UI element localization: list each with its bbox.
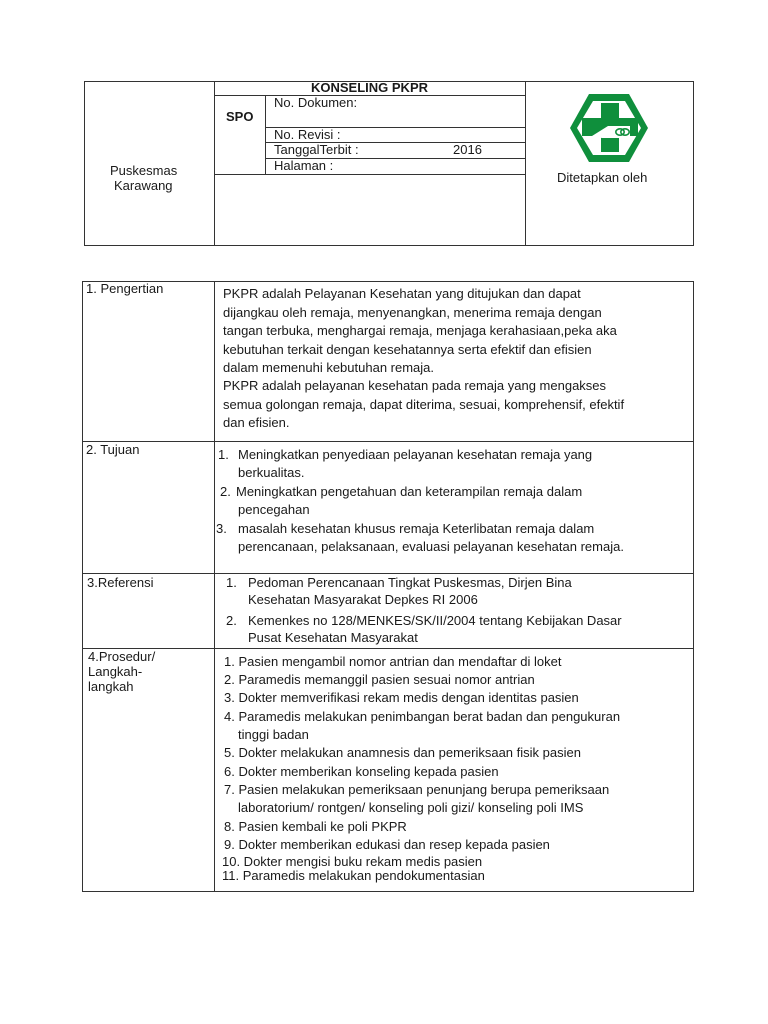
document-title: KONSELING PKPR bbox=[310, 80, 428, 95]
prosedur-step: 6. Dokter memberikan konseling kepada pasien bbox=[224, 764, 499, 779]
institution-name-line2: Karawang bbox=[114, 178, 173, 193]
referensi-item-text: Pusat Kesehatan Masyarakat bbox=[248, 630, 418, 645]
tujuan-label: 2. Tujuan bbox=[86, 442, 140, 457]
puskesmas-logo-icon bbox=[568, 92, 650, 164]
referensi-item-text: Kemenkes no 128/MENKES/SK/II/2004 tentang Kebijakan Dasar bbox=[248, 613, 622, 628]
no-revisi-label: No. Revisi : bbox=[274, 127, 341, 142]
tujuan-item-text: Meningkatkan penyediaan pelayanan kesehatan remaja yang bbox=[238, 447, 593, 462]
meta-bottom-line bbox=[214, 174, 525, 175]
prosedur-step: 7. Pasien melakukan pemeriksaan penunjang berupa pemeriksaan bbox=[224, 782, 610, 797]
prosedur-step: 11. Paramedis melakukan pendokumentasian bbox=[222, 868, 485, 883]
referensi-item-text: Kesehatan Masyarakat Depkes RI 2006 bbox=[248, 592, 478, 607]
no-dokumen-label: No. Dokumen: bbox=[274, 95, 358, 110]
tujuan-item-text: Meningkatkan pengetahuan dan keterampilan remaja dalam bbox=[236, 484, 583, 499]
prosedur-label-line2: Langkah- bbox=[88, 664, 143, 679]
header-divider-left bbox=[214, 81, 215, 246]
pengertian-line: dalam memenuhi kebutuhan remaja. bbox=[223, 360, 435, 375]
row-divider-1 bbox=[82, 441, 694, 442]
referensi-item-number: 2. bbox=[226, 613, 237, 628]
pengertian-label: 1. Pengertian bbox=[86, 281, 164, 296]
tujuan-item-number: 3. bbox=[216, 521, 227, 536]
pengertian-line: dijangkau oleh remaja, menyenangkan, menerima remaja dengan bbox=[223, 305, 602, 320]
prosedur-step: 4. Paramedis melakukan penimbangan berat badan dan pengukuran bbox=[224, 709, 621, 724]
pengertian-line: PKPR adalah Pelayanan Kesehatan yang ditujukan dan dapat bbox=[223, 286, 581, 301]
tujuan-item-number: 1. bbox=[218, 447, 229, 462]
prosedur-step: laboratorium/ rontgen/ konseling poli gizi/ konseling poli IMS bbox=[238, 800, 584, 815]
pengertian-line: kebutuhan terkait dengan kesehatannya serta efektif dan efisien bbox=[223, 342, 592, 357]
institution-name-line1: Puskesmas bbox=[110, 163, 178, 178]
ditetapkan-oleh-label: Ditetapkan oleh bbox=[557, 170, 648, 185]
prosedur-label-line1: 4.Prosedur/ bbox=[88, 649, 156, 664]
prosedur-step: 9. Dokter memberikan edukasi dan resep kepada pasien bbox=[224, 837, 550, 852]
spo-divider bbox=[265, 95, 266, 174]
prosedur-label-line3: langkah bbox=[88, 679, 134, 694]
halaman-label: Halaman : bbox=[274, 158, 334, 173]
referensi-label: 3.Referensi bbox=[87, 575, 154, 590]
prosedur-step: 2. Paramedis memanggil pasien sesuai nomor antrian bbox=[224, 672, 535, 687]
content-column-divider bbox=[214, 281, 215, 892]
pengertian-line: semua golongan remaja, dapat diterima, sesuai, komprehensif, efektif bbox=[223, 397, 625, 412]
tujuan-item-text: perencanaan, pelaksanaan, evaluasi pelayanan kesehatan remaja. bbox=[238, 539, 624, 554]
spo-label: SPO bbox=[226, 109, 254, 124]
tujuan-item-number: 2. bbox=[220, 484, 231, 499]
tanggal-terbit-label: TanggalTerbit : bbox=[274, 142, 359, 157]
tujuan-item-text: masalah kesehatan khusus remaja Keterlibatan remaja dalam bbox=[238, 521, 595, 536]
tujuan-item-text: pencegahan bbox=[238, 502, 310, 517]
header-divider-right bbox=[525, 81, 526, 246]
prosedur-step: 10. Dokter mengisi buku rekam medis pasien bbox=[222, 854, 483, 869]
prosedur-step: 5. Dokter melakukan anamnesis dan pemeriksaan fisik pasien bbox=[224, 745, 581, 760]
prosedur-step: tinggi badan bbox=[238, 727, 309, 742]
prosedur-step: 1. Pasien mengambil nomor antrian dan mendaftar di loket bbox=[224, 654, 562, 669]
referensi-item-number: 1. bbox=[226, 575, 237, 590]
row-divider-3 bbox=[82, 648, 694, 649]
tanggal-terbit-value: 2016 bbox=[453, 142, 482, 157]
pengertian-line: tangan terbuka, menghargai remaja, menjaga kerahasiaan,peka aka bbox=[223, 323, 617, 338]
prosedur-step: 8. Pasien kembali ke poli PKPR bbox=[224, 819, 407, 834]
pengertian-line: PKPR adalah pelayanan kesehatan pada remaja yang mengakses bbox=[223, 378, 607, 393]
tujuan-item-text: berkualitas. bbox=[238, 465, 305, 480]
pengertian-line: dan efisien. bbox=[223, 415, 290, 430]
referensi-item-text: Pedoman Perencanaan Tingkat Puskesmas, Dirjen Bina bbox=[248, 575, 572, 590]
prosedur-step: 3. Dokter memverifikasi rekam medis dengan identitas pasien bbox=[224, 690, 579, 705]
